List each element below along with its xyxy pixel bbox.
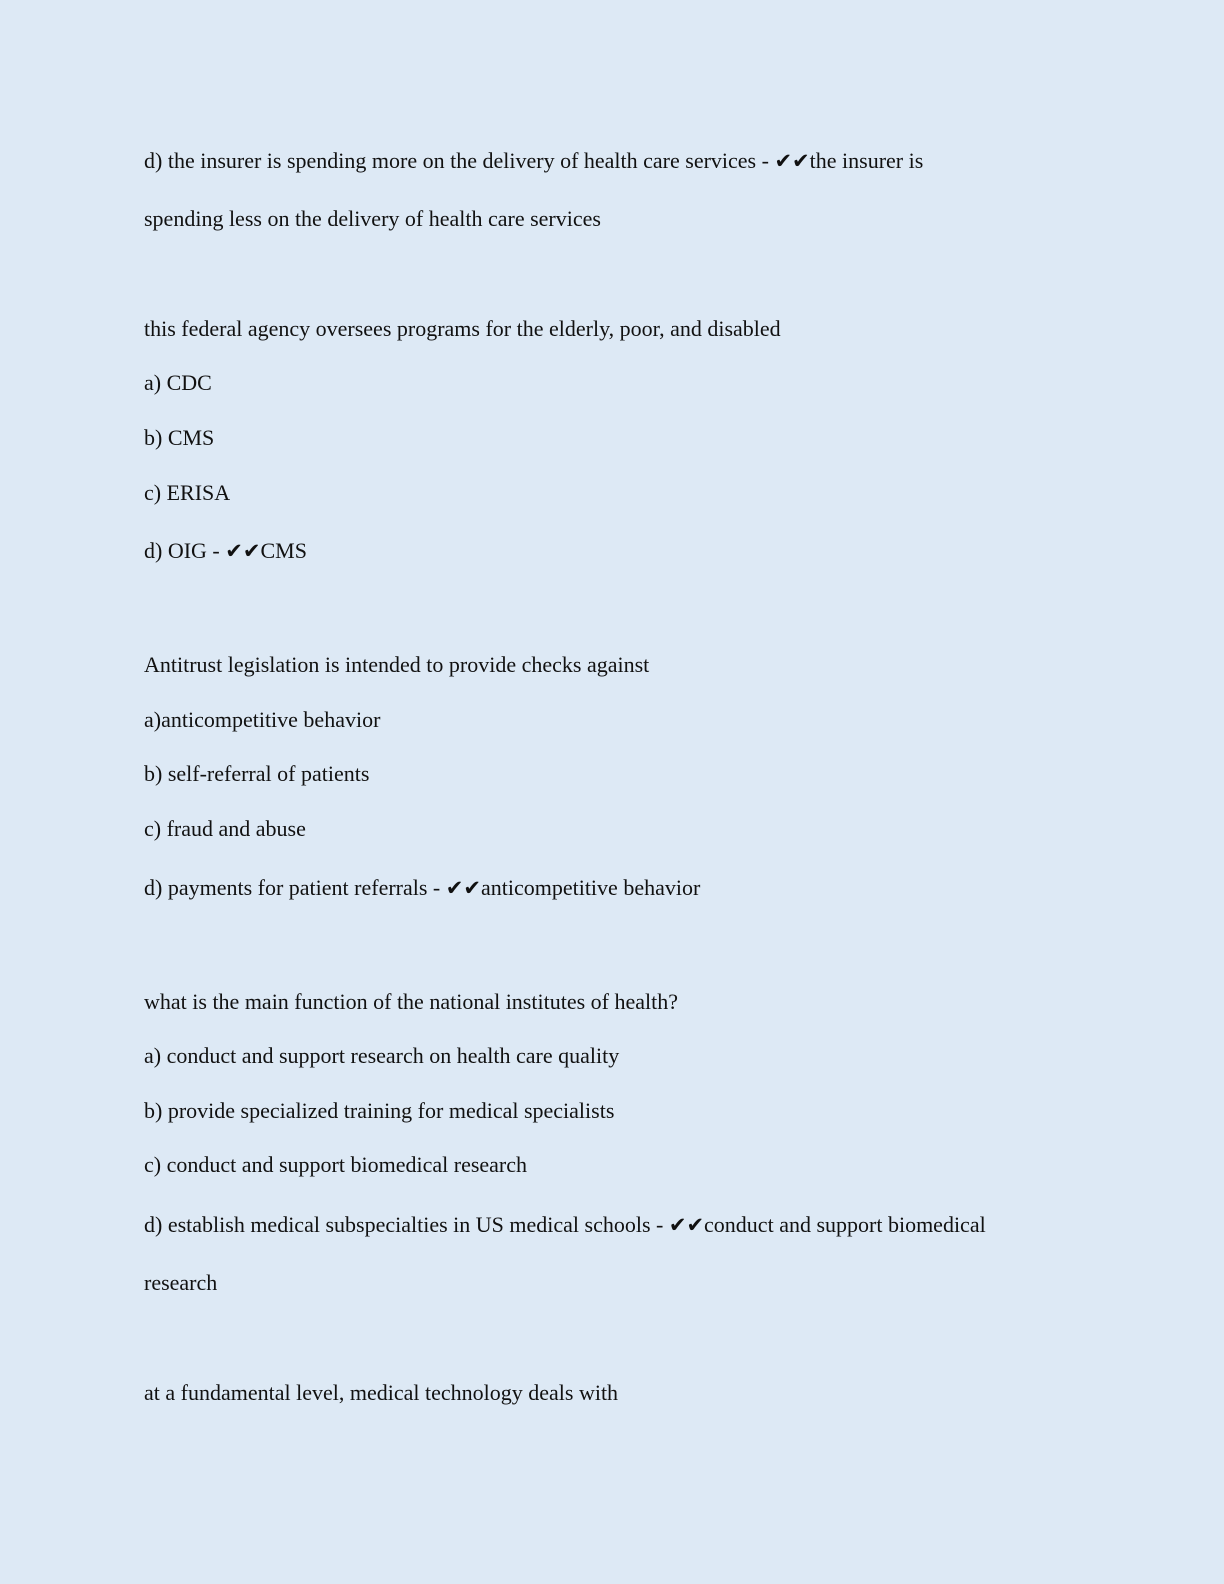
answer-line-q3: [144, 874, 700, 902]
option-a-q2: a) CDC: [144, 370, 212, 395]
checkmark-icon: ✔✔: [774, 149, 810, 173]
option-c-q3: c) fraud and abuse: [144, 816, 306, 841]
question-q5: at a fundamental level, medical technology deals with: [144, 1380, 619, 1405]
option-a-q3: a)anticompetitive behavior: [144, 707, 381, 732]
option-c-q4: c) conduct and support biomedical research: [144, 1152, 528, 1177]
answer-continuation-q1: spending less on the delivery of health care services: [144, 206, 601, 231]
answer-option-d: d) the insurer is spending more on the delivery of health care services -: [144, 148, 775, 173]
checkmark-icon: ✔✔: [668, 1213, 705, 1237]
checkmark-icon: ✔✔: [445, 876, 481, 900]
answer-option-d: d) payments for patient referrals -: [144, 875, 446, 900]
correct-answer: CMS: [260, 538, 307, 563]
answer-line-q1: [144, 147, 923, 175]
question-q4: what is the main function of the national institutes of health?: [144, 989, 678, 1014]
option-a-q4: a) conduct and support research on health care quality: [144, 1043, 620, 1068]
answer-line-q2: [144, 537, 307, 565]
answer-line-q4: [144, 1211, 986, 1239]
answer-option-d: d) OIG -: [144, 538, 226, 563]
option-b-q4: b) provide specialized training for medical specialists: [144, 1098, 615, 1123]
correct-answer: anticompetitive behavior: [480, 875, 701, 900]
option-c-q2: c) ERISA: [144, 480, 231, 505]
answer-option-d: d) establish medical subspecialties in US medical schools -: [144, 1212, 669, 1237]
checkmark-icon: ✔✔: [225, 539, 261, 563]
question-q2: this federal agency oversees programs for the elderly, poor, and disabled: [144, 316, 781, 341]
answer-continuation-q4: research: [144, 1270, 218, 1295]
correct-answer: the insurer is: [809, 148, 924, 173]
correct-answer: conduct and support biomedical: [704, 1212, 986, 1237]
question-q3: Antitrust legislation is intended to provide checks against: [144, 652, 650, 677]
option-b-q3: b) self-referral of patients: [144, 761, 370, 786]
option-b-q2: b) CMS: [144, 425, 215, 450]
